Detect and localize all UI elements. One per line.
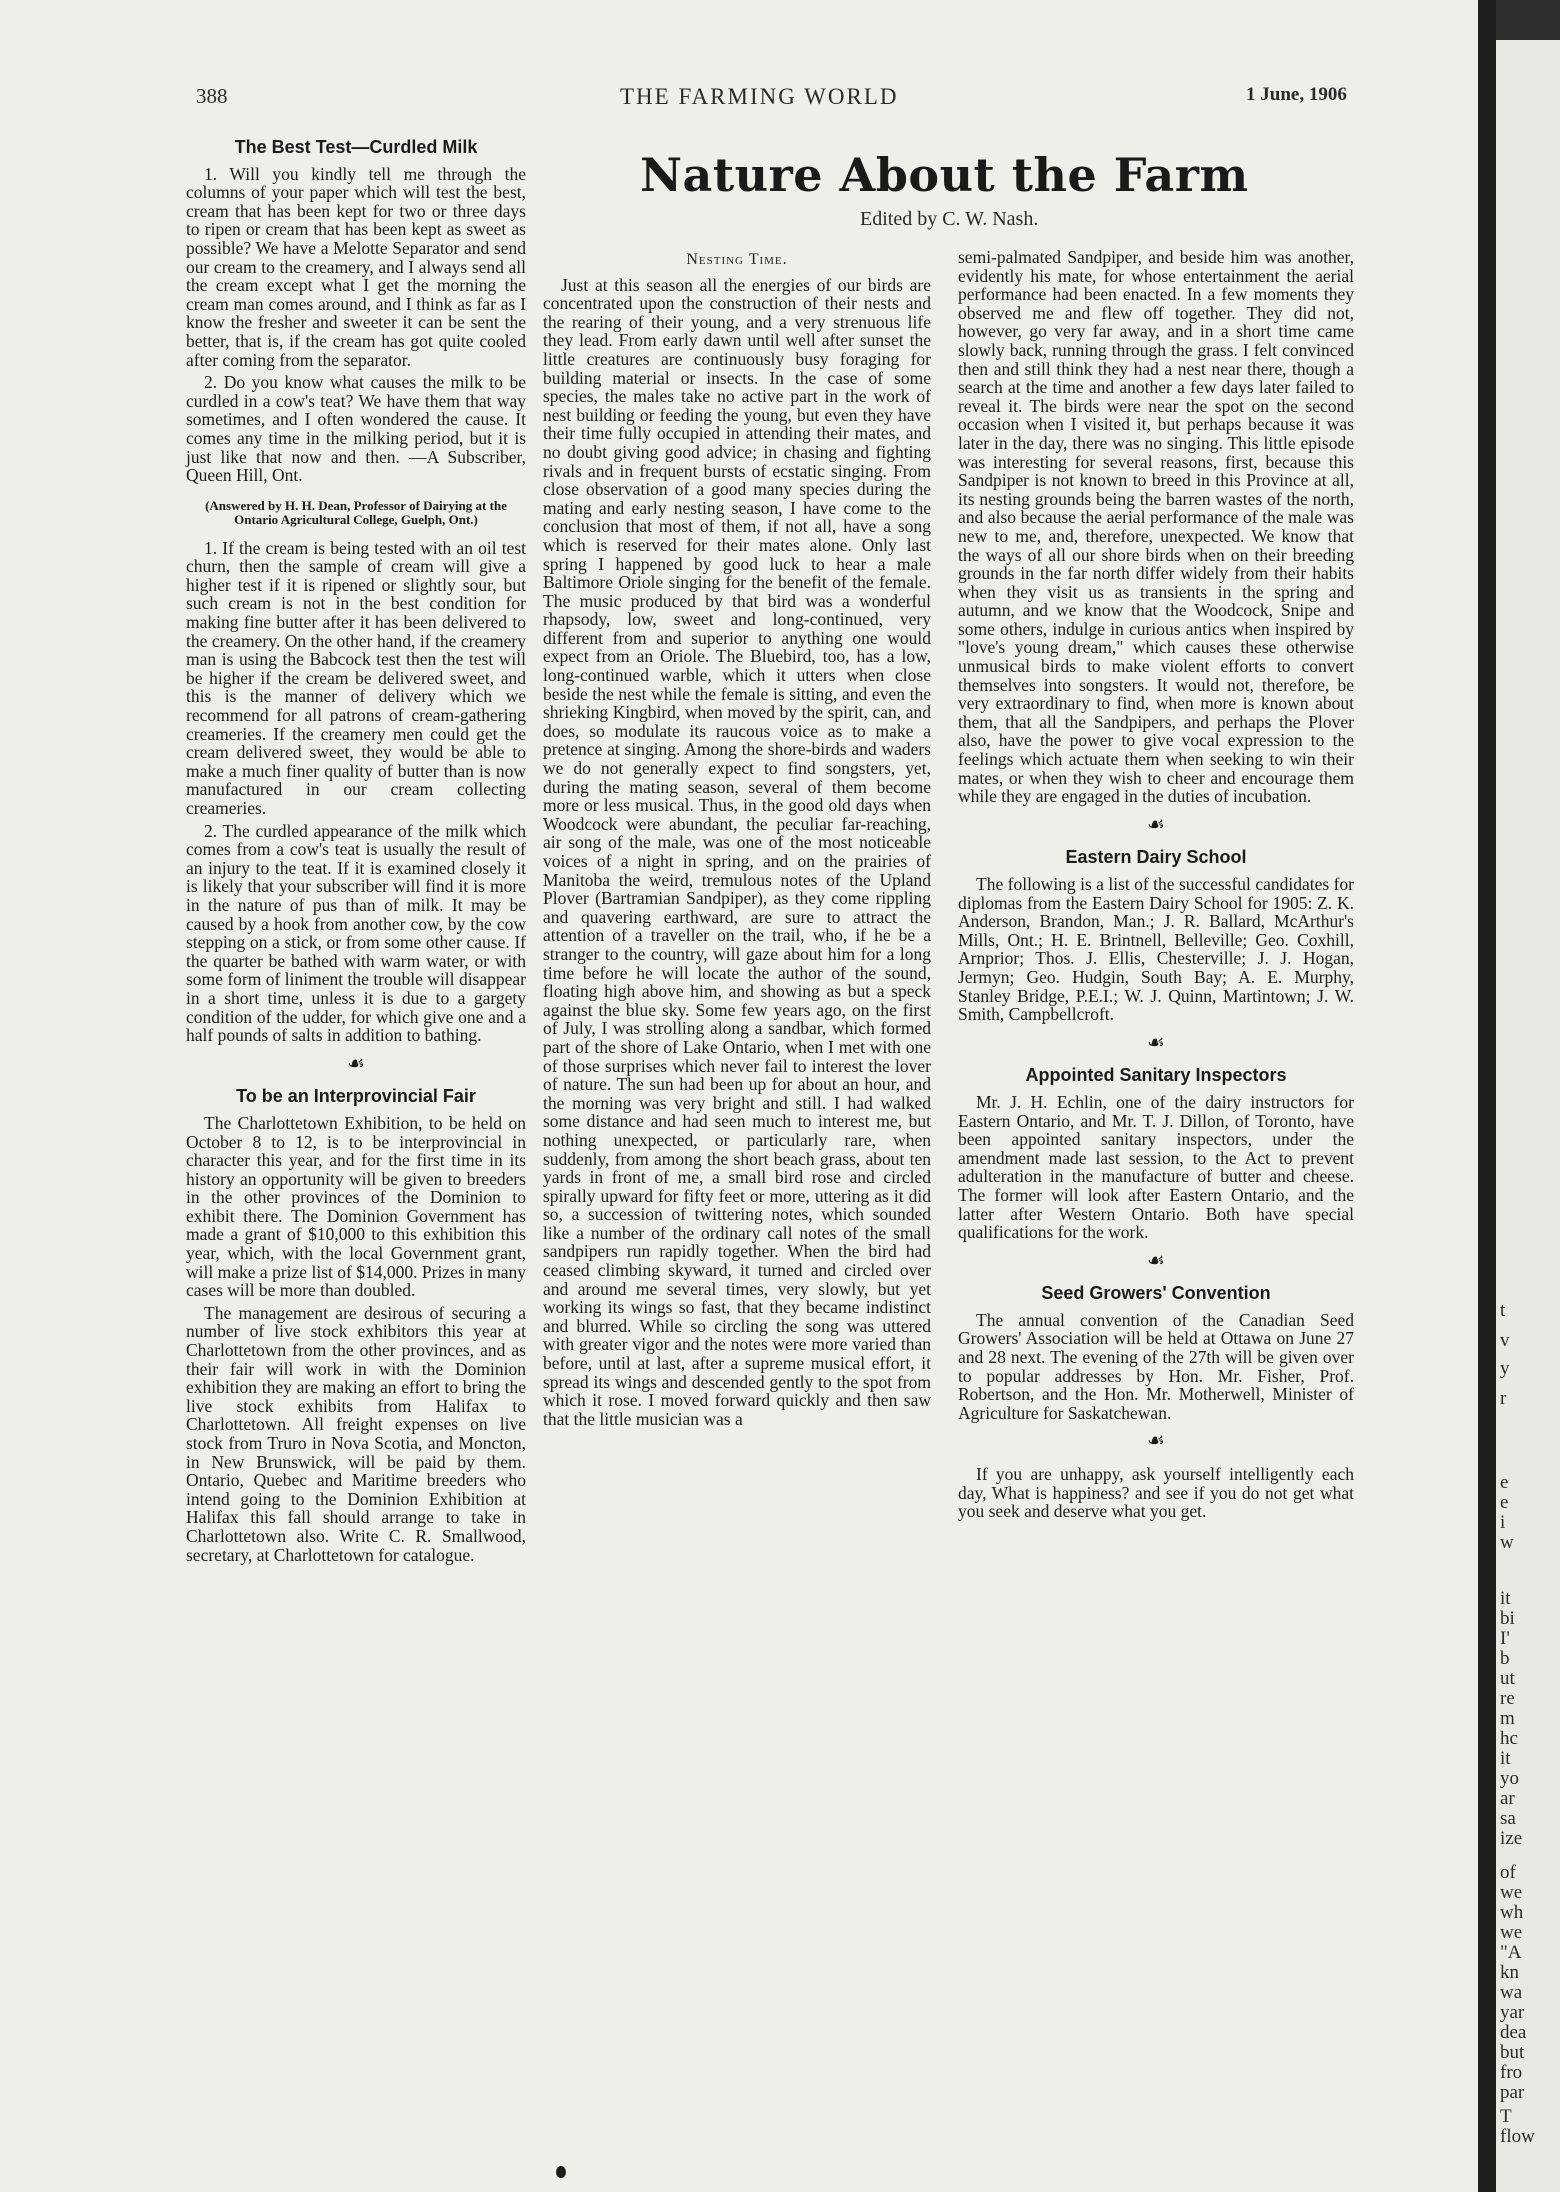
ornament-divider: ☙: [1147, 813, 1165, 836]
fragment: m: [1500, 1708, 1515, 1729]
answer-2: 2. The curdled appearance of the milk which comes from a cow's teat is usually the result of an injury to the teat. If it is examined closely it is likely that your subscriber will find it is more in the nature of pus than of milk. It may be caused by a hook from another cow, by the cow stepping on a stick, or from some other cause. If the quarter be bathed with warm water, or with some form of liniment the trouble will disappear in a short time, unless it is due to a gargety condition of the udder, for which give one and a half pounds of salts in addition to bathing.: [186, 820, 526, 1046]
article-editor: Edited by C. W. Nash.: [860, 208, 1039, 230]
fragment: b: [1500, 1648, 1510, 1669]
adjacent-page-edge: [1496, 40, 1560, 2192]
fragment: r: [1500, 1388, 1507, 1409]
question-2: 2. Do you know what causes the milk to be curdled in a cow's teat? We have them that way sometimes, and I often wondered the cause. It comes any time in the milking period, but it is just like that now and then. —A Subscriber, Queen Hill, Ont.: [186, 372, 526, 486]
fragment: bi: [1500, 1608, 1515, 1629]
ink-blot: [556, 2166, 566, 2178]
page-number: 388: [196, 84, 228, 108]
fragment: ut: [1500, 1668, 1515, 1689]
question-1: 1. Will you kindly tell me through the columns of your paper which will test the best, cream that has been kept for two or three days to ripen or cream that has been kept as sweet as possible? We have a Melotte Separator and send our cream to the creamery, and I always send all the cream except what I get the morning the cream man comes around, and I think as far as I know the fresher and sweeter it can be sent the better, that is, if the cream has got quite cooled after coming from the separator.: [186, 163, 526, 370]
heading-interprovincial-fair: To be an Interprovincial Fair: [236, 1086, 476, 1107]
fragment: wh: [1500, 1902, 1524, 1923]
fragment: w: [1500, 1532, 1514, 1553]
nature-paragraph-2: semi-palmated Sandpiper, and beside him was another, evidently his mate, for whose entertainment the aerial performance had been enacted. In a few moments they observed me and flew off together. They did not, however, go very far away, and in a short time came slowly back, running through the grass. I felt convinced then and still think they had a nest near there, though a search at the time and another a few days later failed to reveal it. The birds were near the spot on the second occasion when I visited it, but perhaps because it was later in the day, there was no singing. This little episode was interesting for several reasons, first, because this Sandpiper is not known to breed in this Province at all, its nesting grounds being the barren wastes of the north, and also because the aerial performance of the male was new to me, and, therefore, unexpected. We know that the ways of all our shore birds when on their breeding grounds in the far north differ widely from their habits when they visit us as transients in the spring and autumn, and we know that the Woodcock, Snipe and some others, indulge in curious antics when inspired by "love's young dream," which causes these otherwise unmusical birds to make violent efforts to convert themselves into songsters. It would not, therefore, be very extraordinary to find, when more is known about them, that all the Sandpipers, and perhaps the Plover also, have the power to give vocal expression to the feelings which actuate them when seeking to win their mates, or when they wish to cheer and encourage them while they are engaged in the duties of incubation.: [958, 247, 1354, 807]
fragment: of: [1500, 1862, 1516, 1883]
heading-seed-growers: Seed Growers' Convention: [1041, 1283, 1271, 1304]
nesting-time-subhead: Nesting Time.: [686, 251, 788, 268]
fragment: ar: [1500, 1788, 1515, 1809]
issue-date: 1 June, 1906: [1246, 84, 1347, 105]
nature-paragraph-1: Just at this season all the energies of our birds are concentrated upon the construction of their nests and the rearing of their young, and a very strenuous life they lead. From early dawn until well after sunset the little creatures are continuously busy foraging for building material or insects. In the case of some species, the males take no active part in the work of nest building or feeding the young, but even they have their time fully occupied in attending their mates, and no doubt giving good advice; in chasing and fighting rivals and in frequent bursts of ecstatic singing. From close observation of a good many species during the mating and early nesting season, I have come to the conclusion that most of them, if not all, have a song which is reserved for their mates alone. Only last spring I happened by good luck to hear a male Baltimore Oriole singing for the benefit of the female. The music produced by that bird was a wonderful rhapsody, low, sweet and long-continued, very different from and superior to anything one would expect from an Oriole. The Bluebird, too, has a low, long-continued warble, which it utters when close beside the nest while the female is sitting, and even the shrieking Kingbird, when moved by the spirit, can, and does, so modulate its raucous voice as to make a pretence at singing. Among the shore-birds and waders we do not generally expect to find songsters, yet, during the mating season, several of them become more or less musical. Thus, in the good old days when Woodcock were abundant, the peculiar far-reaching, air song of the male, was one of the most noticeable voices of a night in spring, and on the prairies of Manitoba the weird, tremulous notes of the Upland Plover (Bartramian Sandpiper), as they come rippling and quavering earthward, are sure to attract the attention of a traveller on the trail, who, if he be a stranger to the country, will gaze about him for a long time before he will locate the author of the sound, floating high above him, and showing as but a speck against the blue sky. Some few years ago, on the first of July, I was strolling along a sandbar, which formed part of the shore of Lake Ontario, when I met with one of those surprises which never fail to interest the lover of nature. The sun had been up for about an hour, and the morning was very bright and still. I had walked some distance and had seen much to interest me, but nothing unexpected, or particularly rare, when suddenly, from among the short beach grass, about ten yards in front of me, a small bird rose and circled spirally upward for fifty feet or more, uttering as it did so, a succession of twittering notes, which sounded like a number of the ordinary call notes of the small sandpipers run rapidly together. When the bird had ceased climbing skyward, it turned and circled over and around me several times, very slowly, but yet working its wings so fast, that they became indistinct and blurred. While so circling the song was uttered with greater vigor and the notes were more varied than before, until at last, after a supreme musical effort, it spread its wings and descended gently to the spot from which it rose. I moved forward quickly and then saw that the little musician was a: [543, 274, 931, 1429]
fragment: par: [1500, 2082, 1525, 2103]
fragment: yar: [1500, 2002, 1525, 2023]
seed-growers-text: The annual convention of the Canadian Seed Growers' Association will be held at Ottawa on June 27 and 28 next. The evening of the 27th will be given over to popular addresses by Hon. Mr. Fisher, Prof. Robertson, and the Hon. Mr. Motherwell, Minister of Agriculture for Saskatchewan.: [958, 1309, 1354, 1423]
heading-sanitary-inspectors: Appointed Sanitary Inspectors: [1025, 1065, 1287, 1086]
fragment: wa: [1500, 1982, 1523, 2003]
ornament-divider: ☙: [1147, 1031, 1165, 1054]
fragment: e: [1500, 1472, 1509, 1493]
fragment: "A: [1500, 1942, 1522, 1963]
fragment: re: [1500, 1688, 1515, 1709]
closing-paragraph: If you are unhappy, ask yourself intelligently each day, What is happiness? and see if you do not get what you seek and deserve what you get.: [958, 1464, 1354, 1522]
fragment: I': [1500, 1628, 1510, 1649]
fragment: i: [1500, 1512, 1506, 1533]
fragment: ize: [1500, 1828, 1523, 1849]
heading-eastern-dairy-school: Eastern Dairy School: [1065, 847, 1247, 868]
fair-paragraph-1: The Charlottetown Exhibition, to be held on October 8 to 12, is to be interprovincial in character this year, and for the first time in its history an opportunity will be given to breeders in the other provinces of the Dominion to exhibit there. The Dominion Government has made a grant of $10,000 to this exhibition this year, which, with the local Government grant, will make a prize list of $14,000. Prizes in many cases will be more than doubled.: [186, 1112, 526, 1301]
fragment: e: [1500, 1492, 1509, 1513]
answer-1: 1. If the cream is being tested with an oil test churn, then the sample of cream will give a higher test if it is ripened or slightly sour, but such cream is not in the best condition for making fine butter after it has been delivered to the creamery. On the other hand, if the creamery man is using the Babcock test then the test will be higher if the cream be delivered sweet, and this is the manner of delivery which we recommend for all patrons of cream-gathering creameries. If the creamery men could get the cream delivered sweet, they would be able to make a much finer quality of butter than is now manufactured in our cream collecting creameries.: [186, 537, 526, 818]
answer-byline: (Answered by H. H. Dean, Professor of Dairying at the Ontario Agricultural College, Guelph, Ont.): [205, 497, 507, 527]
fragment: we: [1500, 1922, 1523, 1943]
fragment: we: [1500, 1882, 1523, 1903]
fragment: dea: [1500, 2022, 1527, 2043]
column-left: [186, 138, 526, 1568]
fragment: t: [1500, 1300, 1506, 1321]
article-title: Nature About the Farm: [640, 148, 1249, 202]
journal-title: THE FARMING WORLD: [620, 84, 899, 109]
fragment: hc: [1500, 1728, 1518, 1749]
fragment: it: [1500, 1588, 1511, 1609]
fair-paragraph-2: The management are desirous of securing a number of live stock exhibitors this year at Charlottetown from the other provinces, and as their fair will work in with the Dominion exhibition they are making an effort to bring the live stock exhibits from Halifax to Charlottetown. All freight expenses on live stock from Truro in Nova Scotia, and Moncton, in New Brunswick, will be paid by them. Ontario, Quebec and Maritime breeders who intend going to the Dominion Exhibition at Halifax this fall should arrange to take in Charlottetown also. Write C. R. Smallwood, secretary, at Charlottetown for catalogue.: [186, 1302, 526, 1565]
sanitary-inspectors-text: Mr. J. H. Echlin, one of the dairy instructors for Eastern Ontario, and Mr. T. J. Dillon, of Toronto, have been appointed sanitary inspectors, under the amendment made last session, to the Act to prevent adulteration in the manufacture of butter and cheese. The former will look after Eastern Ontario, and the latter after Western Ontario. Both have special qualifications for the work.: [958, 1091, 1354, 1243]
ornament-divider: ☙: [347, 1052, 365, 1075]
fragment: T: [1500, 2106, 1512, 2127]
fragment: flow: [1500, 2126, 1535, 2147]
ornament-divider: ☙: [1147, 1430, 1165, 1453]
heading-best-test: The Best Test—Curdled Milk: [234, 137, 478, 157]
fragment: fro: [1500, 2062, 1523, 2083]
fragment: v: [1500, 1330, 1510, 1351]
dairy-school-text: The following is a list of the successful candidates for diplomas from the Eastern Dairy School for 1905: Z. K. Anderson, Brandon, Man.; J. R. Ballard, McArthur's Mills, Ont.; H. E. Brintnell, Belleville; Geo. Coxhill, Arnprior; Thos. J. Ellis, Chesterville; J. J. Hogan, Jermyn; Geo. Hudgin, South Bay; A. E. Murphy, Stanley Bridge, P.E.I.; W. J. Quinn, Martintown; J. W. Smith, Campbellcroft.: [958, 874, 1354, 1025]
fragment: kn: [1500, 1962, 1519, 1983]
fragment: y: [1500, 1358, 1510, 1379]
fragment: sa: [1500, 1808, 1516, 1829]
ornament-divider: ☙: [1147, 1249, 1165, 1272]
fragment: but: [1500, 2042, 1525, 2063]
fragment: it: [1500, 1748, 1511, 1769]
fragment: yo: [1500, 1768, 1519, 1789]
binding-gutter: [1478, 0, 1496, 2192]
column-right: [958, 248, 1354, 1525]
column-middle: [543, 251, 931, 1432]
